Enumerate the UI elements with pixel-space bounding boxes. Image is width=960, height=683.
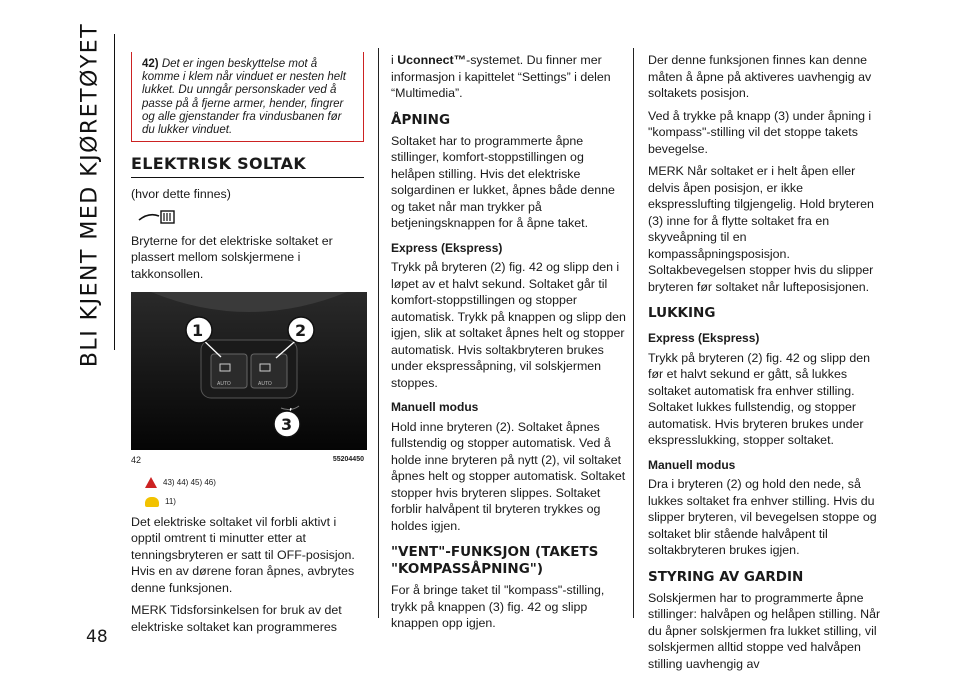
figure-code: 55204450	[332, 456, 364, 464]
callout-3: 3	[281, 415, 293, 435]
continued-rest: -systemet. Du finner mer informasjon i kapittelet “Settings” i delen “Multimedia”.	[391, 53, 611, 100]
column-divider	[378, 48, 379, 618]
heading-express-open: Express (Ekspress)	[391, 240, 503, 255]
brand-name: Uconnect™	[397, 53, 467, 67]
continued-text	[391, 52, 626, 102]
heading-vent: "VENT"-FUNKSJON (TAKETS "KOMPASSÅPNING")	[391, 544, 599, 577]
warning-number: 42)	[142, 58, 159, 70]
vent-note-text: MERK Når soltaket er i helt åpen eller delvis åpen posisjon, er ikke ekspresslufting tilgjengelig. Hold bryteren (3) inne for å flytte soltaket fra en skyveåpning til en kompassåpningsposisjon. Soltakbevegelsen stopper hvis du slipper bryteren før soltaket når lufteposisjonen.	[648, 164, 874, 294]
heading-sunshade: STYRING AV GARDIN	[648, 568, 804, 585]
button-label-auto-1: AUTO	[217, 381, 231, 388]
sunroof-symbol-icon	[137, 208, 364, 231]
heading-manual-close: Manuell modus	[648, 457, 736, 472]
chapter-divider	[114, 34, 115, 350]
sunshade-text: Solskjermen har to programmerte åpne stillinger: halvåpen og helåpen stilling. Når du åpner solskjermen fra lukket stilling, vil solskjermen alltid stoppe ved halvåpen stilling uavhengig av	[648, 590, 881, 671]
caution-refs-text: 11)	[165, 497, 176, 507]
warning-text: Det er ingen beskyttelse mot å komme i klem når vinduet er nesten helt lukket. Du unngår personskader ved å passe på å fjerne armer, hender, fingrer og alle gjenstander fra vindusbanen før du lukker vinduet.	[142, 58, 346, 137]
activation-text: Det elektriske soltaket vil forbli aktivt i opptil omtrent ti minutter etter at tenningsbryteren er satt til OFF-posisjon. Hvis en av dørene foran åpnes, avbrytes denne funksjonen.	[131, 514, 355, 595]
vent-cont-text: Der denne funksjonen finnes kan denne måten å åpne på aktiveres uavhengig av soltakets posisjon.	[648, 53, 872, 100]
note-text: MERK Tidsforsinkelsen for bruk av det elektriske soltaket kan programmeres	[131, 603, 342, 634]
chapter-title-text: BLI KJENT MED KJØRETØYET	[77, 22, 103, 368]
manual-open-text: Hold inne bryteren (2). Soltaket åpnes fullstendig og stopper automatisk. Ved å holde inne bryteren på nytt (2), vil soltaket åpnes helt og stopper automatisk. Soltaket stopper hvis bryteren slippes. Soltaket forblir halvåpent til bryteren trykkes og holdes igjen.	[391, 419, 626, 533]
heading-express-close: Express (Ekspress)	[648, 331, 760, 345]
warning-refs-text: 43) 44) 45) 46)	[163, 477, 216, 487]
continued-prefix: i	[391, 53, 398, 67]
opening-text: Soltaket har to programmerte åpne stillinger, komfort-stoppstillingen og helåpen stilling. Hvis det elektriske solgardinen er lukket, åpnes både denne og taket når man trykker på betjeningsknappen for å åpne taket.	[391, 133, 615, 230]
figure-caption	[131, 452, 364, 469]
figure-sunroof-switches	[131, 292, 367, 450]
availability-note: (hvor dette finnes)	[131, 186, 231, 201]
button-label-auto-2: AUTO	[258, 381, 272, 388]
caution-hand-icon	[145, 497, 159, 507]
caution-refs	[145, 494, 364, 511]
section-title: ELEKTRISK SOLTAK	[131, 154, 307, 174]
callout-2: 2	[295, 321, 307, 341]
heading-opening: ÅPNING	[391, 111, 451, 128]
express-open-text: Trykk på bryteren (2) fig. 42 og slipp den i løpet av et halvt sekund. Soltaket går til komfort-stoppstillingen og stopper automatisk. Trykk på knappen og slipp den igjen, slik at soltaket åpnes helt og stopper automatisk. Hvis soltakbryteren brukes under ekspressåpning, vil solskjermen stoppes.	[391, 260, 626, 390]
column-divider	[633, 48, 634, 618]
intro-text: Bryterne for det elektriske soltaket er plassert mellom solskjermene i takkonsollen.	[131, 233, 333, 281]
express-close-text: Trykk på bryteren (2) fig. 42 og slipp den før et halvt sekund er gått, så lukkes soltaket automatisk fra enhver stilling. Soltaket lukkes fullstendig, og stopper automatisk. Hvis bryteren brukes under ekspresslukking, stopper soltaket.	[648, 350, 870, 447]
column-3	[648, 52, 883, 678]
column-1	[131, 52, 364, 641]
warning-refs	[145, 475, 364, 492]
section-rule	[131, 177, 364, 178]
manual-close-text: Dra i bryteren (2) og hold den nede, så lukkes soltaket fra enhver stilling. Hvis du slipper bryteren, vil bevegelsen stoppe og soltaket blir stående halvåpent til soltakbryteren brukes igjen.	[648, 477, 877, 557]
vent-text: For å bringe taket til "kompass"-stilling, trykk på knappen (3) fig. 42 og slipp knappen opp igjen.	[391, 583, 605, 630]
figure-number: 42	[131, 455, 142, 466]
callout-1: 1	[192, 321, 204, 341]
column-2	[391, 52, 626, 638]
vent-stop-text: Ved å trykke på knapp (3) under åpning i "kompass"-stilling vil det stoppe takets bevegelse.	[648, 108, 872, 156]
chapter-title	[60, 22, 120, 368]
warning-triangle-icon	[145, 477, 157, 488]
heading-closing: LUKKING	[648, 305, 716, 321]
warning-box	[131, 52, 364, 142]
page-number: 48	[86, 627, 108, 647]
heading-manual-open: Manuell modus	[391, 400, 479, 414]
